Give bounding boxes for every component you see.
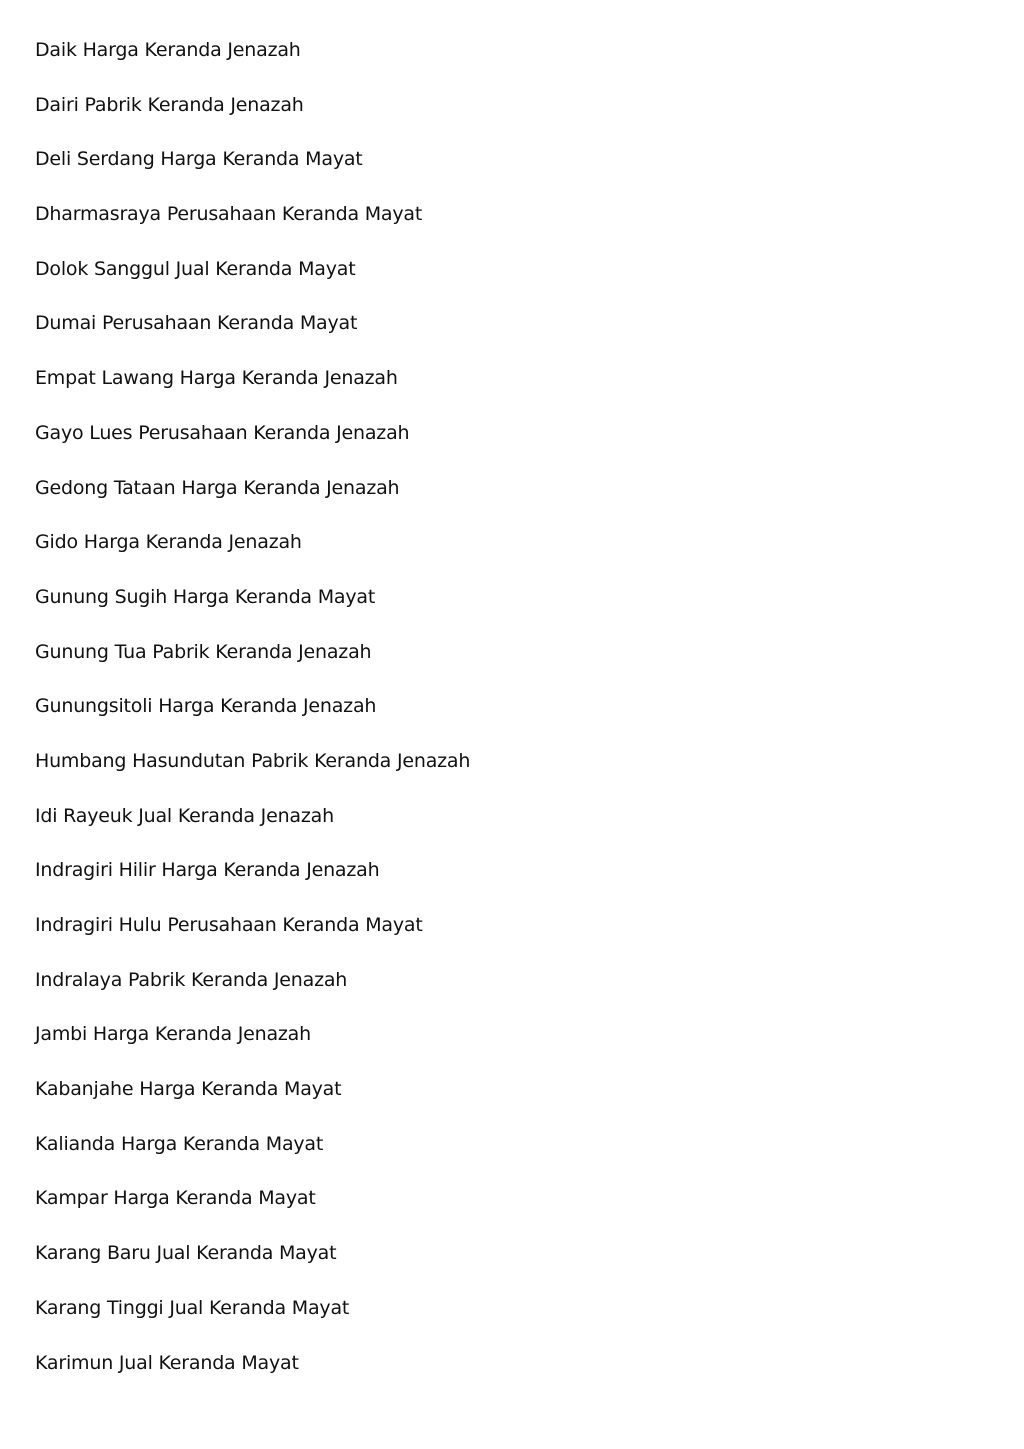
list-item: Karang Tinggi Jual Keranda Mayat xyxy=(35,1296,350,1319)
list-item: Dolok Sanggul Jual Keranda Mayat xyxy=(35,257,356,280)
list-item: Deli Serdang Harga Keranda Mayat xyxy=(35,148,363,171)
location-keyword-list xyxy=(35,38,470,1405)
list-item: Gunungsitoli Harga Keranda Jenazah xyxy=(35,695,377,718)
list-item: Kalianda Harga Keranda Mayat xyxy=(35,1132,324,1155)
list-item: Humbang Hasundutan Pabrik Keranda Jenazah xyxy=(35,749,471,772)
list-item: Jambi Harga Keranda Jenazah xyxy=(35,1023,311,1046)
list-item: Kampar Harga Keranda Mayat xyxy=(35,1187,316,1210)
list-item: Gunung Tua Pabrik Keranda Jenazah xyxy=(35,640,372,663)
list-item: Empat Lawang Harga Keranda Jenazah xyxy=(35,367,398,390)
list-item: Kabanjahe Harga Keranda Mayat xyxy=(35,1078,342,1101)
list-item: Gayo Lues Perusahaan Keranda Jenazah xyxy=(35,421,410,444)
list-item: Karimun Jual Keranda Mayat xyxy=(35,1351,299,1374)
list-item: Indralaya Pabrik Keranda Jenazah xyxy=(35,968,348,991)
list-item: Karang Baru Jual Keranda Mayat xyxy=(35,1242,337,1265)
list-item: Gido Harga Keranda Jenazah xyxy=(35,531,302,554)
list-item: Dumai Perusahaan Keranda Mayat xyxy=(35,312,358,335)
list-item: Daik Harga Keranda Jenazah xyxy=(35,39,301,61)
list-item: Indragiri Hilir Harga Keranda Jenazah xyxy=(35,859,380,882)
list-item: Indragiri Hulu Perusahaan Keranda Mayat xyxy=(35,914,423,936)
list-item: Idi Rayeuk Jual Keranda Jenazah xyxy=(35,804,334,827)
list-item: Gunung Sugih Harga Keranda Mayat xyxy=(35,585,376,608)
list-item: Gedong Tataan Harga Keranda Jenazah xyxy=(35,476,400,499)
list-item: Dharmasraya Perusahaan Keranda Mayat xyxy=(35,203,423,226)
list-item: Dairi Pabrik Keranda Jenazah xyxy=(35,93,304,116)
